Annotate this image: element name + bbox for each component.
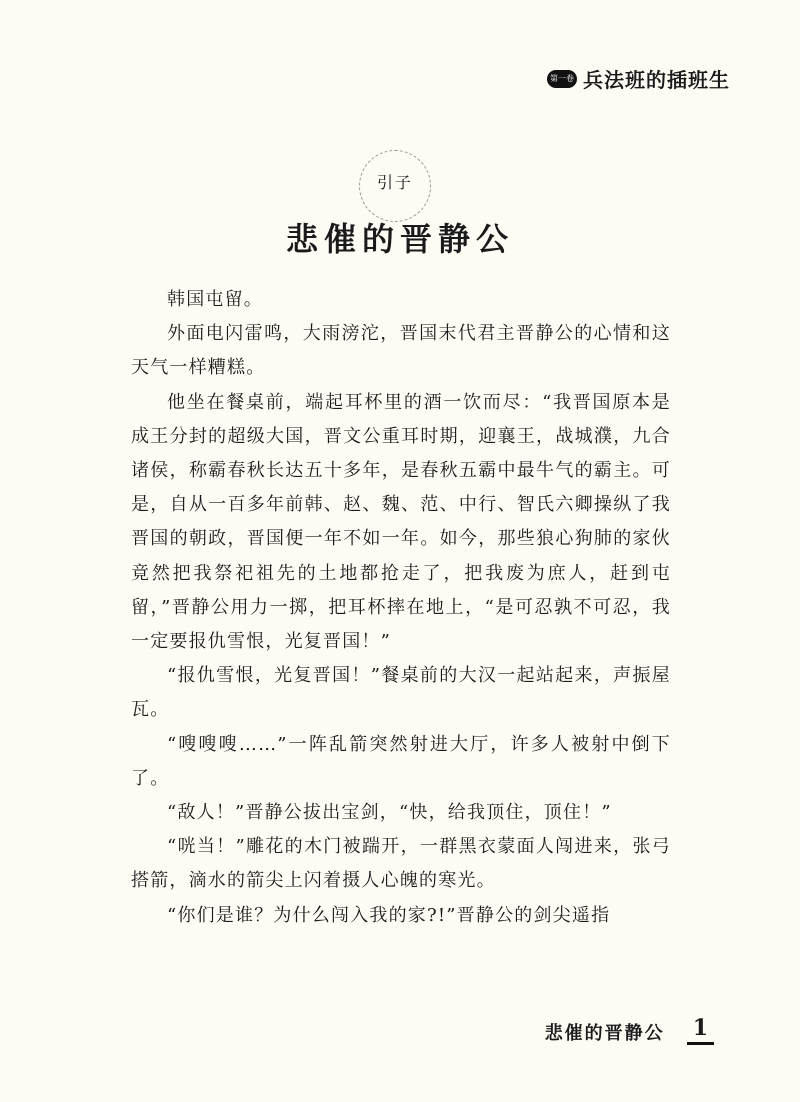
paragraph: “嗖嗖嗖……”一阵乱箭突然射进大厅，许多人被射中倒下了。 [131, 733, 671, 789]
footer-chapter-title: 悲催的晋静公 [544, 1023, 665, 1044]
paragraph: 韩国屯留。 [167, 289, 263, 310]
book-section-title: 兵法班的插班生 [583, 68, 730, 92]
paragraph: “敌人！”晋静公拔出宝剑，“快，给我顶住，顶住！” [167, 802, 612, 824]
volume-badge: 第一卷 [547, 70, 577, 88]
running-header [547, 64, 730, 93]
paragraph: 外面电闪雷鸣，大雨滂沱，晋国末代君主晋静公的心情和这天气一样糟糕。 [131, 323, 671, 379]
running-footer [545, 1016, 714, 1045]
paragraph: 他坐在餐桌前，端起耳杯里的酒一饮而尽：“我晋国原本是成王分封的超级大国，晋文公重耳时期，迎襄王，战城濮，九合诸侯，称霸春秋长达五十多年，是春秋五霸中最牛气的霸主。可是，自从一百多年前韩、赵、魏、范、中行、智氏六卿操纵了我晋国的朝政，晋国便一年不如一年。如今，那些狼心狗肺的家伙竟然把我祭祀祖先的土地都抢走了，把我废为庶人，赶到屯留，”晋静公用力一掷，把耳杯摔在地上，“是可忍孰不可忍，我一定要报仇雪恨，光复晋国！” [131, 391, 671, 653]
body-text [131, 283, 671, 933]
page-number: 1 [687, 1016, 714, 1045]
paragraph: “报仇雪恨，光复晋国！”餐桌前的大汉一起站起来，声振屋瓦。 [131, 665, 671, 721]
paragraph: “咣当！”雕花的木门被踹开，一群黑衣蒙面人闯进来，张弓搭箭，滴水的箭尖上闪着摄人心魄的寒光。 [131, 836, 671, 892]
paragraph: “你们是谁？为什么闯入我的家?!”晋静公的剑尖遥指 [167, 904, 611, 926]
chapter-title: 悲催的晋静公 [285, 220, 514, 258]
chapter-label: 引子 [376, 173, 413, 192]
